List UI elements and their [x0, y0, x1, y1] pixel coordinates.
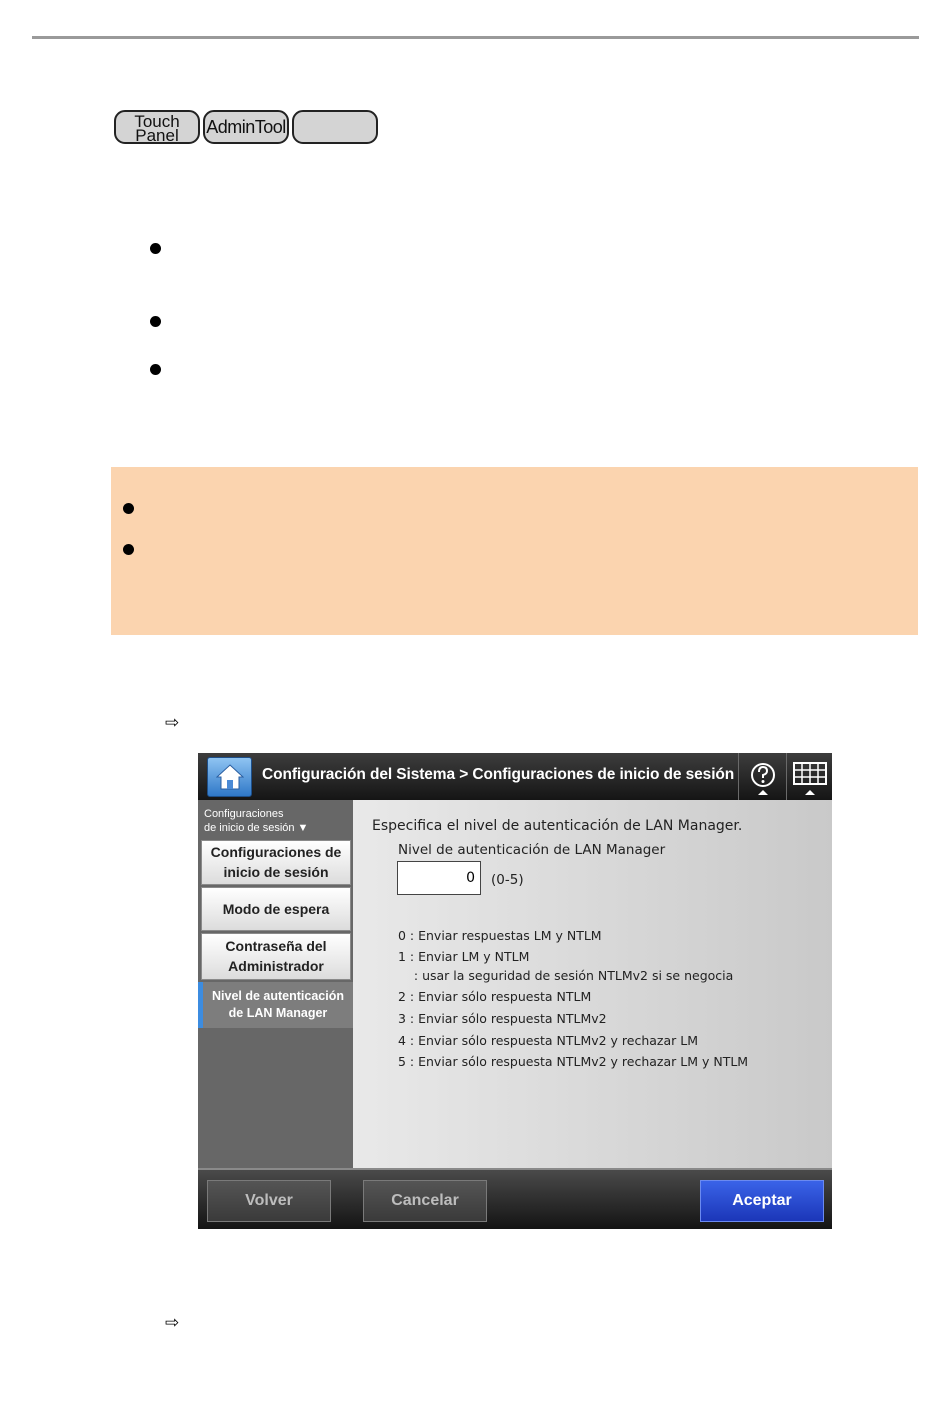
sidebar-item-label: Administrador	[228, 958, 324, 974]
option-0: 0 : Enviar respuestas LM y NTLM	[398, 928, 602, 943]
content-panel	[353, 800, 832, 1168]
sidebar-item-label: Modo de espera	[222, 901, 330, 917]
sidebar-item-label: de LAN Manager	[228, 1006, 328, 1020]
keyboard-button[interactable]	[790, 757, 830, 797]
sidebar-header-line1: Configuraciones	[204, 808, 284, 820]
sidebar-item-standby-mode[interactable]	[201, 887, 351, 931]
option-3: 3 : Enviar sólo respuesta NTLMv2	[398, 1011, 607, 1026]
sidebar-item-label: inicio de sesión	[223, 864, 329, 880]
title-separator-2	[786, 753, 787, 800]
cancel-button[interactable]: Cancelar	[363, 1180, 487, 1222]
sidebar-item-label: Nivel de autenticación	[212, 989, 344, 1003]
bullet-1	[150, 243, 161, 254]
option-4: 4 : Enviar sólo respuesta NTLMv2 y rechazar LM	[398, 1033, 699, 1048]
bottom-bar	[198, 1168, 832, 1229]
result-arrow-icon-2: ⇨	[165, 1313, 180, 1333]
title-separator	[738, 753, 739, 800]
note-bullet-1	[123, 503, 134, 514]
note-bullet-2	[123, 544, 134, 555]
screen-title: Configuración del Sistema > Configuraciones de inicio de sesión	[262, 766, 735, 783]
option-2: 2 : Enviar sólo respuesta NTLM	[398, 989, 592, 1004]
title-bar	[198, 753, 832, 800]
device-screenshot	[198, 753, 832, 1229]
help-icon	[743, 757, 783, 797]
sidebar-item-label: Contraseña del	[225, 938, 327, 954]
bullet-2	[150, 316, 161, 327]
sidebar-item-label: Configuraciones de	[210, 844, 342, 860]
sidebar-header-line2: de inicio de sesión ▼	[204, 822, 309, 834]
touch-panel-badge-line2: Panel	[135, 126, 179, 145]
sidebar-header[interactable]	[204, 807, 308, 835]
touch-panel-badge-line1: Touch	[134, 112, 180, 131]
sidebar	[198, 800, 353, 1168]
note-box	[111, 467, 918, 635]
field-label: Nivel de autenticación de LAN Manager	[398, 842, 666, 858]
result-arrow-icon: ⇨	[165, 713, 180, 733]
header-rule	[32, 36, 919, 39]
home-icon	[216, 763, 244, 791]
help-button[interactable]	[743, 757, 783, 797]
touch-panel-badge	[114, 110, 200, 144]
option-1: 1 : Enviar LM y NTLM	[398, 949, 530, 964]
option-1-detail: : usar la seguridad de sesión NTLMv2 si se negocia	[398, 968, 734, 983]
empty-badge	[292, 110, 378, 144]
description: Especifica el nivel de autenticación de LAN Manager.	[372, 818, 743, 834]
admin-tool-badge: AdminTool	[203, 110, 289, 144]
field-range: (0-5)	[491, 872, 524, 888]
accept-button[interactable]: Aceptar	[700, 1180, 824, 1222]
home-button[interactable]	[207, 757, 252, 797]
option-5: 5 : Enviar sólo respuesta NTLMv2 y rechazar LM y NTLM	[398, 1054, 749, 1069]
keyboard-icon	[790, 757, 830, 797]
sidebar-item-admin-password[interactable]	[201, 933, 351, 980]
lan-manager-level-input[interactable]: 0	[397, 861, 481, 895]
sidebar-item-login-settings[interactable]	[201, 840, 351, 885]
sidebar-item-lan-manager[interactable]	[198, 982, 353, 1028]
bullet-3	[150, 364, 161, 375]
back-button[interactable]: Volver	[207, 1180, 331, 1222]
